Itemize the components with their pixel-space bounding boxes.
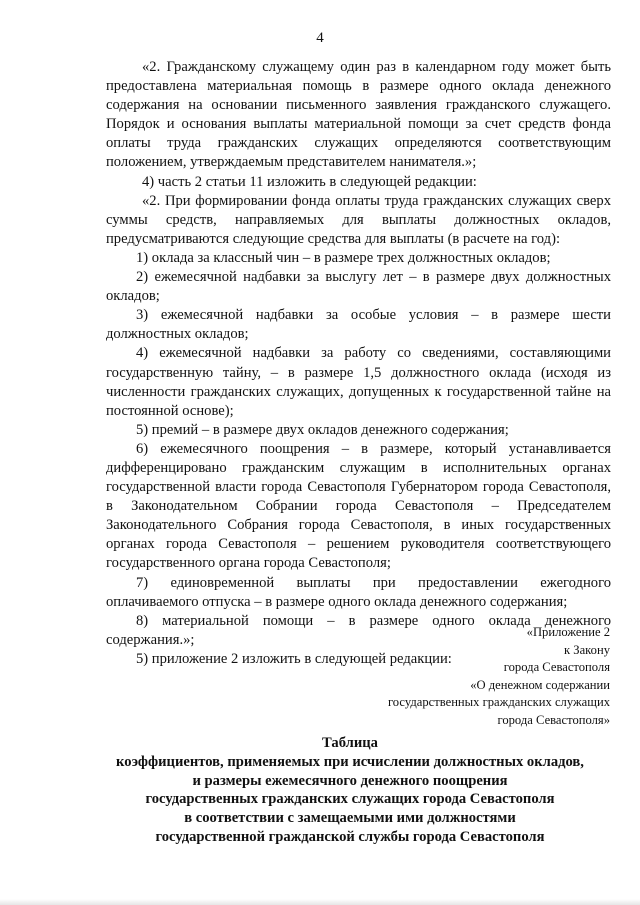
list-item-bonuses: 5) премий – в размере двух окладов денежного содержания; [136, 421, 509, 438]
list-item-monthly-incentive: 6) ежемесячного поощрения – в размере, который устанавливается дифференцировано гражданским служащим в исполнительных органах государственной власти города Севастополя Губернатором города Севастополя, в Законодательном Собрании города Севастополя – Председателем Законодательного Собрания города Севастополя, в иных государственных органах города Севастополя – решением руководителя соответствующего государственного органа города Севастополя; [106, 440, 611, 572]
table-title-line: государственной гражданской службы города Севастополя [155, 828, 545, 845]
paragraph-material-aid: «2. Гражданскому служащему один раз в календарном году может быть предоставлена материальная помощь в размере одного оклада денежного содержания на основании письменного заявления гражданского служащего. Порядок и основания выплаты материальной помощи за счет средств фонда оплаты труда гражданских служащих определяются соответствующим положением, утверждаемым представителем нанимателя.»; [106, 59, 611, 171]
table-title-line: государственных гражданских служащих города Севастополя [145, 791, 555, 808]
table-title-line: и размеры ежемесячного денежного поощрения [192, 772, 508, 789]
list-item-state-secret: 4) ежемесячной надбавки за работу со сведениями, составляющими государственную тайну, – в размере 1,5 должностного оклада (исходя из численности гражданских служащих, допущенных к государственной тайне на постоянной основе); [106, 345, 611, 419]
paragraph-amendment-5: 5) приложение 2 изложить в следующей редакции: [136, 650, 452, 667]
appendix-line: государственных гражданских служащих [387, 695, 610, 710]
table-title-line: в соответствии с замещаемыми ими должностями [184, 810, 516, 827]
paragraph-amendment-4: 4) часть 2 статьи 11 изложить в следующей редакции: [142, 173, 477, 190]
page-number: 4 [316, 30, 324, 46]
table-title-line: коэффициентов, применяемых при исчислении должностных окладов, [116, 753, 584, 770]
appendix-line: к Закону [564, 642, 610, 657]
list-item-material-aid: 8) материальной помощи – в размере одного оклада денежного содержания.»; [106, 612, 611, 648]
list-item-seniority: 2) ежемесячной надбавки за выслугу лет – в размере двух должностных окладов; [106, 269, 611, 305]
table-title-line: Таблица [322, 735, 378, 751]
list-item-vacation-payment: 7) единовременной выплаты при предоставлении ежегодного оплачиваемого отпуска – в размере одного оклада денежного содержания; [106, 574, 611, 610]
list-item-special-conditions: 3) ежемесячной надбавки за особые условия – в размере шести должностных окладов; [106, 307, 611, 343]
paragraph-fund-intro: «2. При формировании фонда оплаты труда гражданских служащих сверх суммы средств, направляемых для выплаты должностных окладов, предусматриваются следующие средства для выплаты (в расчете на год): [106, 192, 611, 247]
appendix-line: города Севастополя» [497, 712, 610, 727]
appendix-header [388, 624, 610, 730]
table-title [60, 734, 640, 847]
appendix-line: «О денежном содержании [470, 677, 610, 692]
appendix-line: «Приложение 2 [526, 625, 610, 639]
list-item-class-rank: 1) оклада за классный чин – в размере трех должностных окладов; [136, 249, 551, 266]
law-text-body [106, 58, 611, 669]
appendix-line: города Севастополя [503, 660, 610, 675]
scan-edge [0, 899, 640, 905]
